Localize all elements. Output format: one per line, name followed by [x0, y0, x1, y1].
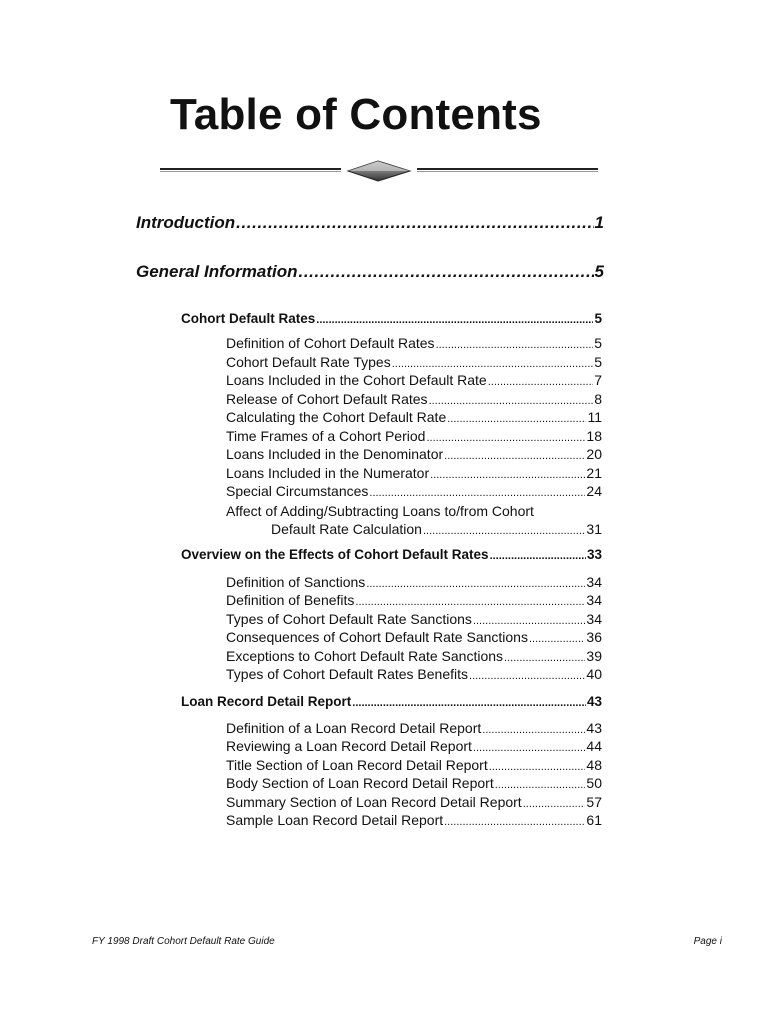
- toc-label: Overview on the Effects of Cohort Default Rates: [181, 546, 489, 562]
- leader-dots: [426, 432, 585, 444]
- toc-entry[interactable]: [226, 775, 602, 791]
- toc-page-number: 57: [586, 793, 602, 810]
- toc-page-number: 43: [586, 693, 602, 709]
- toc-label: Loans Included in the Cohort Default Rate: [226, 372, 487, 388]
- toc-label: Title Section of Loan Record Detail Report: [226, 756, 488, 773]
- toc-page-number: 24: [586, 483, 602, 499]
- toc-page-number: 61: [586, 812, 602, 828]
- toc-entry[interactable]: [226, 409, 602, 425]
- toc-entry[interactable]: [226, 574, 602, 590]
- toc-page-number: 36: [586, 629, 602, 645]
- toc-label: Definition of Cohort Default Rates: [226, 335, 435, 351]
- toc-section-cohort-default-rates[interactable]: [181, 311, 602, 326]
- toc-page-number: 34: [586, 592, 602, 608]
- toc-label: Definition of Sanctions: [226, 573, 366, 590]
- toc-page-number: 39: [586, 647, 602, 664]
- toc-entry[interactable]: [226, 666, 602, 682]
- toc-entry[interactable]: [226, 354, 602, 370]
- leader-dots: [490, 550, 586, 562]
- toc-page-number: 34: [586, 610, 602, 627]
- leader-dots: [355, 596, 585, 608]
- toc-chapter-general-information[interactable]: [136, 262, 604, 282]
- toc-page-number: 40: [586, 666, 602, 682]
- toc-page-number: 5: [594, 335, 602, 351]
- toc-entry-multiline-line1[interactable]: Affect of Adding/Subtracting Loans to/from Cohort: [226, 502, 534, 519]
- toc-page-number: 20: [586, 446, 602, 462]
- toc-page-number: 48: [586, 756, 602, 773]
- toc-entry[interactable]: [226, 372, 602, 388]
- toc-entry[interactable]: [226, 757, 602, 773]
- leader-dots: [488, 376, 593, 388]
- toc-page-number: 44: [586, 738, 602, 754]
- toc-entry[interactable]: [226, 629, 602, 645]
- divider-ornament: [158, 156, 600, 186]
- leader-dots: [436, 339, 594, 351]
- page-title: Table of Contents: [170, 90, 542, 139]
- toc-entry[interactable]: [226, 592, 602, 608]
- toc-entry[interactable]: [226, 812, 602, 828]
- toc-entry[interactable]: [226, 738, 602, 754]
- toc-page-number: 5: [594, 353, 602, 370]
- toc-entry[interactable]: [226, 446, 602, 462]
- toc-entry[interactable]: [226, 465, 602, 481]
- leader-dots: [495, 779, 586, 791]
- toc-label: Summary Section of Loan Record Detail Report: [226, 793, 522, 810]
- toc-entry[interactable]: [226, 720, 602, 736]
- toc-label: Introduction: [136, 213, 236, 232]
- toc-label: Definition of a Loan Record Detail Report: [226, 719, 482, 736]
- toc-page-number: 1: [594, 213, 604, 232]
- toc-label: Default Rate Calculation: [271, 520, 422, 537]
- toc-label: Calculating the Cohort Default Rate: [226, 409, 447, 425]
- toc-label: Types of Cohort Default Rate Sanctions: [226, 610, 472, 627]
- toc-label: Cohort Default Rate Types: [226, 353, 391, 370]
- leader-dots: [523, 798, 586, 810]
- toc-label: Release of Cohort Default Rates: [226, 390, 428, 407]
- toc-entry[interactable]: [226, 335, 602, 351]
- footer-page-number: Page i: [693, 936, 722, 947]
- leader-dots: [316, 314, 593, 326]
- toc-label: Types of Cohort Default Rates Benefits: [226, 666, 469, 682]
- leader-dots: [469, 670, 585, 682]
- leader-dots: [489, 761, 586, 773]
- toc-label: Definition of Benefits: [226, 592, 355, 608]
- toc-label: Exceptions to Cohort Default Rate Sanctions: [226, 647, 504, 664]
- leader-dots: [447, 413, 586, 425]
- leader-dots: [352, 697, 586, 709]
- toc-label: Body Section of Loan Record Detail Report: [226, 775, 494, 791]
- footer-document-title: FY 1998 Draft Cohort Default Rate Guide: [92, 936, 275, 947]
- toc-page-number: 50: [586, 775, 602, 791]
- leader-dots: [529, 633, 585, 645]
- leader-dots: [299, 262, 594, 282]
- toc-section-loan-record-detail-report[interactable]: [181, 694, 602, 709]
- toc-entry[interactable]: [226, 428, 602, 444]
- leader-dots: [473, 742, 586, 754]
- toc-entry[interactable]: [226, 391, 602, 407]
- toc-page-number: 18: [586, 427, 602, 444]
- leader-dots: [430, 469, 585, 481]
- toc-page-number: 7: [594, 372, 602, 388]
- leader-dots: [423, 525, 585, 537]
- toc-label: Special Circumstances: [226, 483, 369, 499]
- toc-page-number: 34: [586, 573, 602, 590]
- toc-entry[interactable]: [226, 483, 602, 499]
- leader-dots: [444, 450, 585, 462]
- leader-dots: [444, 816, 585, 828]
- toc-entry[interactable]: [226, 611, 602, 627]
- leader-dots: [369, 487, 585, 499]
- leader-dots: [366, 578, 585, 590]
- toc-page-number: 33: [586, 546, 602, 562]
- leader-dots: [504, 652, 585, 664]
- toc-label: Loans Included in the Denominator: [226, 446, 444, 462]
- toc-label: Consequences of Cohort Default Rate Sanctions: [226, 629, 528, 645]
- toc-label: Time Frames of a Cohort Period: [226, 427, 426, 444]
- toc-entry[interactable]: [226, 794, 602, 810]
- toc-label: Reviewing a Loan Record Detail Report: [226, 738, 472, 754]
- toc-label: Sample Loan Record Detail Report: [226, 812, 444, 828]
- toc-label: General Information: [136, 262, 298, 281]
- toc-page-number: 31: [586, 520, 602, 537]
- toc-label: Cohort Default Rates: [181, 311, 316, 326]
- leader-dots: [236, 213, 593, 233]
- leader-dots: [473, 615, 586, 627]
- toc-entry[interactable]: [226, 648, 602, 664]
- toc-page-number: 43: [586, 719, 602, 736]
- leader-dots: [482, 724, 585, 736]
- toc-label: Loan Record Detail Report: [181, 693, 352, 709]
- leader-dots: [392, 358, 593, 370]
- toc-chapter-introduction[interactable]: [136, 213, 604, 233]
- leader-dots: [429, 395, 594, 407]
- toc-page-number: 11: [587, 409, 602, 425]
- toc-page-number: 5: [594, 311, 602, 326]
- toc-entry-multiline-line2[interactable]: [271, 521, 602, 537]
- toc-page-number: 21: [586, 464, 602, 481]
- toc-page-number: 5: [594, 262, 604, 281]
- toc-section-overview-effects[interactable]: [181, 547, 602, 562]
- toc-label: Loans Included in the Numerator: [226, 464, 430, 481]
- toc-page-number: 8: [594, 390, 602, 407]
